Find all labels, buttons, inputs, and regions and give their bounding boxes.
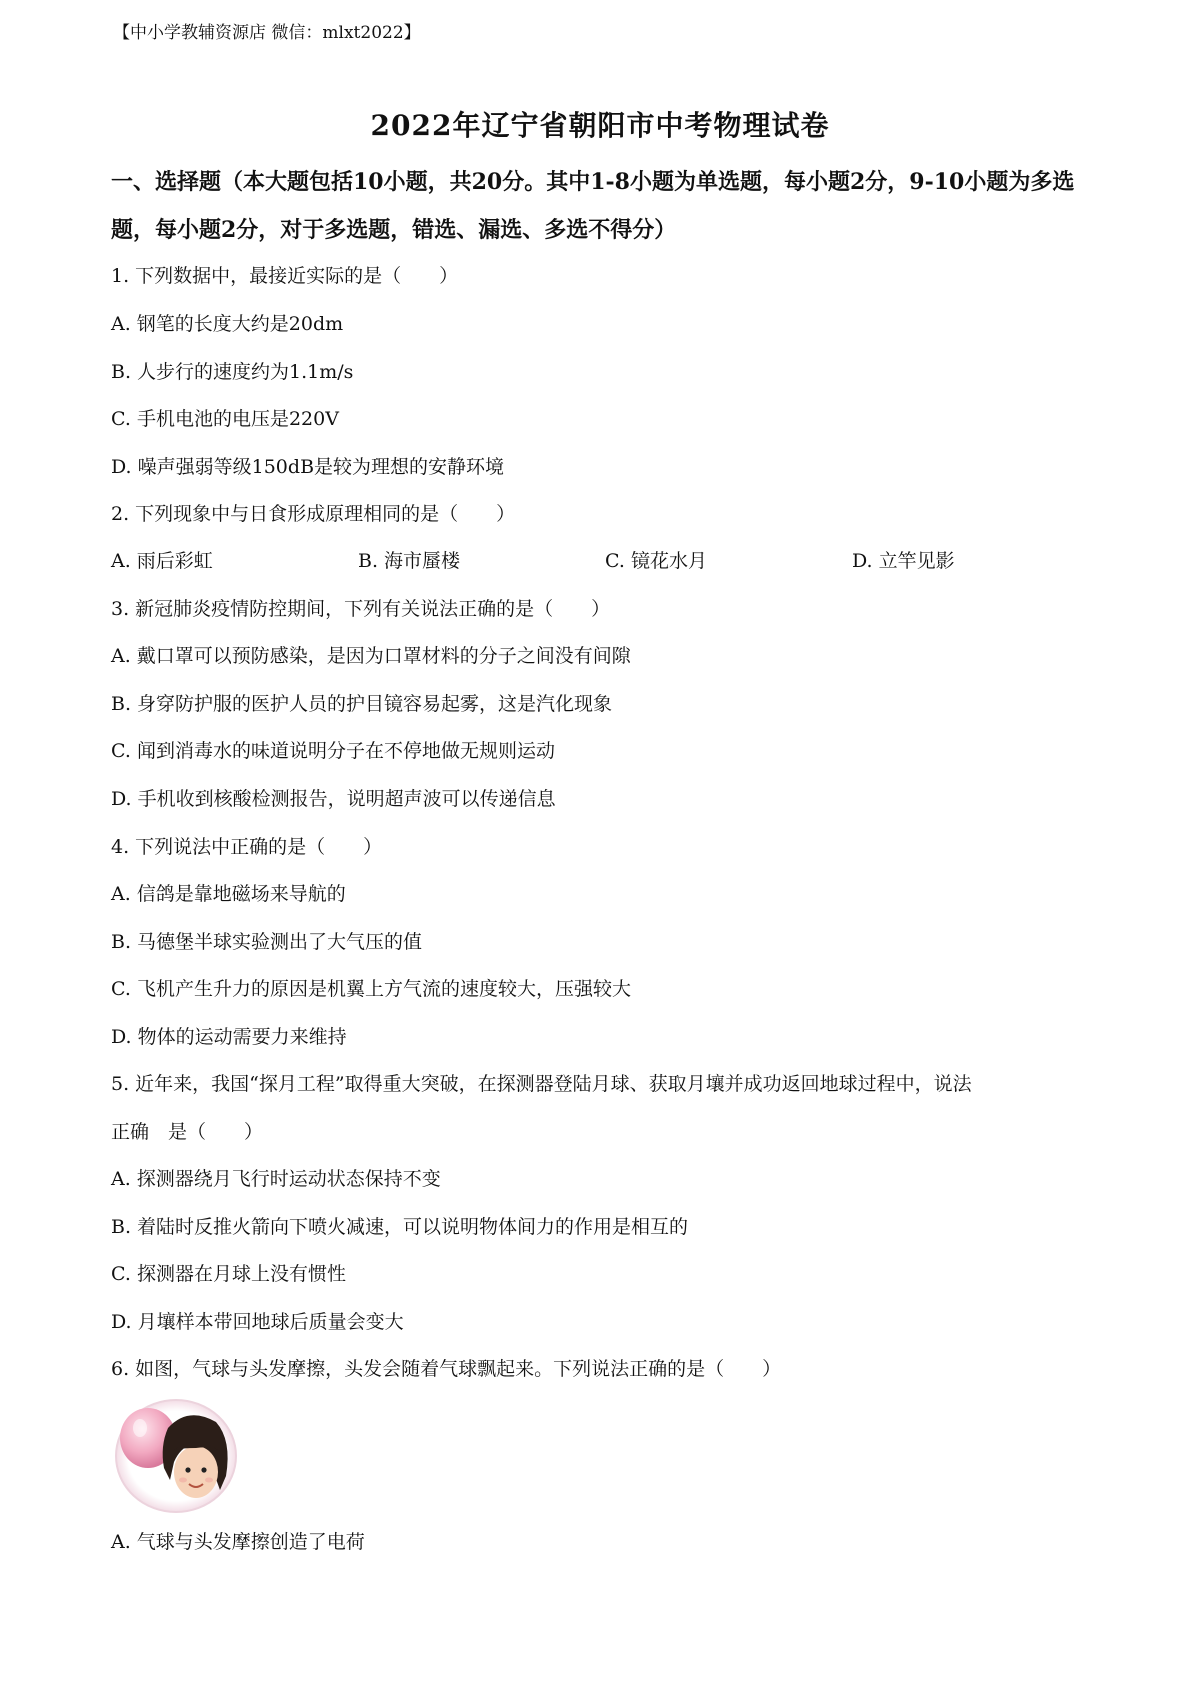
balloon-hair-figure bbox=[108, 1398, 238, 1518]
question-2-option-c: C. 镜花水月 bbox=[605, 550, 707, 572]
question-5-option-b: B. 着陆时反推火箭向下喷火减速，可以说明物体间力的作用是相互的 bbox=[111, 1216, 689, 1238]
question-1-option-c: C. 手机电池的电压是220V bbox=[111, 408, 339, 430]
question-4-option-b: B. 马德堡半球实验测出了大气压的值 bbox=[111, 931, 423, 953]
question-4-stem: 4. 下列说法中正确的是（ ） bbox=[111, 836, 383, 858]
question-6-stem: 6. 如图，气球与头发摩擦，头发会随着气球飘起来。下列说法正确的是（ ） bbox=[111, 1358, 782, 1380]
question-3-option-d: D. 手机收到核酸检测报告，说明超声波可以传递信息 bbox=[111, 788, 556, 810]
question-5-option-a: A. 探测器绕月飞行时运动状态保持不变 bbox=[111, 1168, 441, 1190]
question-1-option-d: D. 噪声强弱等级150dB是较为理想的安静环境 bbox=[111, 456, 505, 478]
question-1-option-b: B. 人步行的速度约为1.1m/s bbox=[111, 361, 354, 383]
question-4-option-c: C. 飞机产生升力的原因是机翼上方气流的速度较大，压强较大 bbox=[111, 978, 631, 1000]
question-5-option-d: D. 月壤样本带回地球后质量会变大 bbox=[111, 1311, 404, 1333]
section-heading: 一、选择题（本大题包括10小题，共20分。其中1-8小题为单选题，每小题2分，9-10小题为多选题，每小题2分，对于多选题，错选、漏选、多选不得分） bbox=[111, 169, 1075, 243]
question-1-option-a: A. 钢笔的长度大约是20dm bbox=[111, 313, 344, 335]
question-1-stem: 1. 下列数据中，最接近实际的是（ ） bbox=[111, 265, 459, 287]
question-5-option-c: C. 探测器在月球上没有惯性 bbox=[111, 1263, 346, 1285]
question-3-option-b: B. 身穿防护服的医护人员的护目镜容易起雾，这是汽化现象 bbox=[111, 693, 613, 715]
question-2-option-d: D. 立竿见影 bbox=[852, 550, 955, 572]
question-3-option-c: C. 闻到消毒水的味道说明分子在不停地做无规则运动 bbox=[111, 740, 555, 762]
question-3-option-a: A. 戴口罩可以预防感染，是因为口罩材料的分子之间没有间隙 bbox=[111, 645, 631, 667]
question-2-option-a: A. 雨后彩虹 bbox=[111, 550, 213, 572]
source-tag: 【中小学教辅资源店 微信：mlxt2022】 bbox=[113, 23, 421, 43]
question-4-option-a: A. 信鸽是靠地磁场来导航的 bbox=[111, 883, 346, 905]
question-5-stem-line-2: 正确 是（ ） bbox=[111, 1121, 264, 1143]
question-4-option-d: D. 物体的运动需要力来维持 bbox=[111, 1026, 347, 1048]
question-2-option-b: B. 海市蜃楼 bbox=[358, 550, 461, 572]
page-title: 2022年辽宁省朝阳市中考物理试卷 bbox=[370, 109, 830, 142]
question-2-stem: 2. 下列现象中与日食形成原理相同的是（ ） bbox=[111, 503, 516, 525]
question-6-option-a: A. 气球与头发摩擦创造了电荷 bbox=[111, 1531, 365, 1553]
question-5-stem-line-1: 5. 近年来，我国“探月工程”取得重大突破，在探测器登陆月球、获取月壤并成功返回地球过程中，说法 bbox=[111, 1073, 972, 1095]
question-3-stem: 3. 新冠肺炎疫情防控期间，下列有关说法正确的是（ ） bbox=[111, 598, 611, 620]
